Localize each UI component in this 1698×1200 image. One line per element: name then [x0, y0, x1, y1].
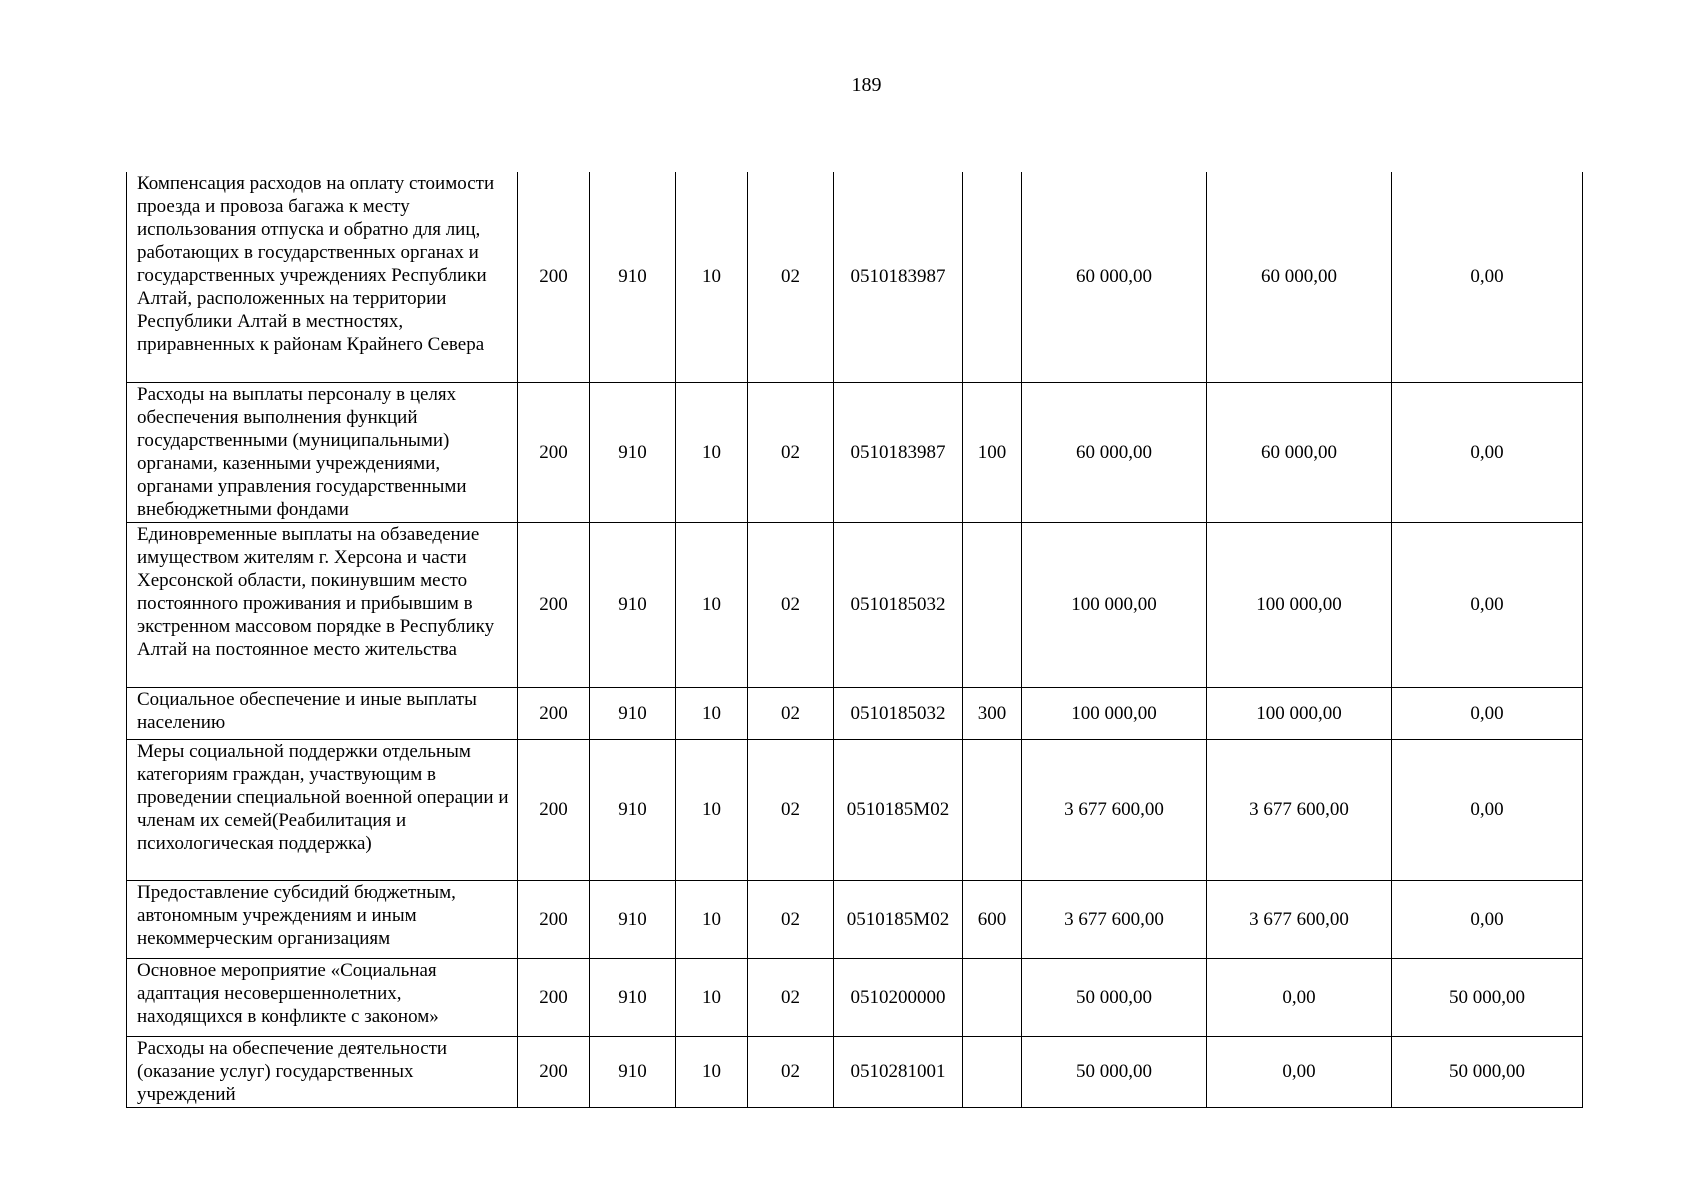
section-cell: 10 [676, 739, 748, 880]
sum-2-cell: 100 000,00 [1207, 522, 1392, 687]
subsection-cell: 02 [748, 687, 834, 739]
sum-3-cell: 50 000,00 [1392, 1036, 1583, 1107]
sum-2-cell: 60 000,00 [1207, 382, 1392, 522]
target-article-cell: 0510281001 [834, 1036, 963, 1107]
admin-cell: 910 [590, 522, 676, 687]
section-cell: 10 [676, 687, 748, 739]
row-description: Меры социальной поддержки отдельным категориям граждан, участвующим в проведении специальной военной операции и членам их семей(Реабилитация и психологическая поддержка) [127, 739, 518, 880]
sum-3-cell: 0,00 [1392, 522, 1583, 687]
admin-cell: 910 [590, 739, 676, 880]
admin-cell: 910 [590, 687, 676, 739]
admin-cell: 910 [590, 382, 676, 522]
target-article-cell: 0510185М02 [834, 739, 963, 880]
sum-2-cell: 3 677 600,00 [1207, 739, 1392, 880]
code-cell: 200 [518, 687, 590, 739]
code-cell: 200 [518, 382, 590, 522]
sum-2-cell: 60 000,00 [1207, 172, 1392, 382]
row-description: Социальное обеспечение и иные выплаты населению [127, 687, 518, 739]
table-row [127, 1036, 1583, 1107]
subsection-cell: 02 [748, 958, 834, 1036]
code-cell: 200 [518, 739, 590, 880]
sum-1-cell: 100 000,00 [1022, 522, 1207, 687]
target-article-cell: 0510183987 [834, 382, 963, 522]
expense-type-cell [963, 739, 1022, 880]
target-article-cell: 0510185М02 [834, 880, 963, 958]
row-description: Единовременные выплаты на обзаведение имуществом жителям г. Херсона и части Херсонской области, покинувшим место постоянного проживания и прибывшим в экстренном массовом порядке в Республику Алтай на постоянное место жительства [127, 522, 518, 687]
admin-cell: 910 [590, 958, 676, 1036]
target-article-cell: 0510185032 [834, 522, 963, 687]
expense-type-cell: 300 [963, 687, 1022, 739]
subsection-cell: 02 [748, 172, 834, 382]
budget-table [126, 172, 1583, 1108]
code-cell: 200 [518, 1036, 590, 1107]
table-row [127, 687, 1583, 739]
code-cell: 200 [518, 880, 590, 958]
sum-2-cell: 100 000,00 [1207, 687, 1392, 739]
section-cell: 10 [676, 522, 748, 687]
sum-3-cell: 50 000,00 [1392, 958, 1583, 1036]
expense-type-cell [963, 958, 1022, 1036]
section-cell: 10 [676, 958, 748, 1036]
sum-3-cell: 0,00 [1392, 172, 1583, 382]
section-cell: 10 [676, 382, 748, 522]
admin-cell: 910 [590, 880, 676, 958]
row-description: Расходы на обеспечение деятельности (оказание услуг) государственных учреждений [127, 1036, 518, 1107]
table-row [127, 522, 1583, 687]
expense-type-cell: 600 [963, 880, 1022, 958]
subsection-cell: 02 [748, 880, 834, 958]
expense-type-cell [963, 172, 1022, 382]
expense-type-cell: 100 [963, 382, 1022, 522]
row-description: Предоставление субсидий бюджетным, автономным учреждениям и иным некоммерческим организациям [127, 880, 518, 958]
target-article-cell: 0510183987 [834, 172, 963, 382]
sum-3-cell: 0,00 [1392, 382, 1583, 522]
section-cell: 10 [676, 880, 748, 958]
sum-2-cell: 3 677 600,00 [1207, 880, 1392, 958]
table-row [127, 172, 1583, 382]
sum-3-cell: 0,00 [1392, 687, 1583, 739]
section-cell: 10 [676, 172, 748, 382]
admin-cell: 910 [590, 1036, 676, 1107]
sum-1-cell: 50 000,00 [1022, 958, 1207, 1036]
subsection-cell: 02 [748, 1036, 834, 1107]
target-article-cell: 0510200000 [834, 958, 963, 1036]
sum-1-cell: 100 000,00 [1022, 687, 1207, 739]
row-description: Компенсация расходов на оплату стоимости проезда и провоза багажа к месту использования отпуска и обратно для лиц, работающих в государственных органах и государственных учреждениях Республики Алтай, расположенных на территории Республики Алтай в местностях, приравненных к районам Крайнего Севера [127, 172, 518, 382]
row-description: Основное мероприятие «Социальная адаптация несовершеннолетних, находящихся в конфликте с законом» [127, 958, 518, 1036]
subsection-cell: 02 [748, 522, 834, 687]
sum-1-cell: 3 677 600,00 [1022, 880, 1207, 958]
target-article-cell: 0510185032 [834, 687, 963, 739]
table-row [127, 958, 1583, 1036]
sum-1-cell: 3 677 600,00 [1022, 739, 1207, 880]
subsection-cell: 02 [748, 739, 834, 880]
row-description: Расходы на выплаты персоналу в целях обеспечения выполнения функций государственными (муниципальными) органами, казенными учреждениями, органами управления государственными внебюджетными фондами [127, 382, 518, 522]
sum-3-cell: 0,00 [1392, 739, 1583, 880]
sum-1-cell: 50 000,00 [1022, 1036, 1207, 1107]
sum-1-cell: 60 000,00 [1022, 382, 1207, 522]
admin-cell: 910 [590, 172, 676, 382]
code-cell: 200 [518, 172, 590, 382]
page-number: 189 [851, 74, 882, 96]
sum-1-cell: 60 000,00 [1022, 172, 1207, 382]
sum-3-cell: 0,00 [1392, 880, 1583, 958]
expense-type-cell [963, 1036, 1022, 1107]
code-cell: 200 [518, 958, 590, 1036]
subsection-cell: 02 [748, 382, 834, 522]
table-row [127, 739, 1583, 880]
table-row [127, 382, 1583, 522]
table-row [127, 880, 1583, 958]
code-cell: 200 [518, 522, 590, 687]
sum-2-cell: 0,00 [1207, 1036, 1392, 1107]
expense-type-cell [963, 522, 1022, 687]
section-cell: 10 [676, 1036, 748, 1107]
sum-2-cell: 0,00 [1207, 958, 1392, 1036]
